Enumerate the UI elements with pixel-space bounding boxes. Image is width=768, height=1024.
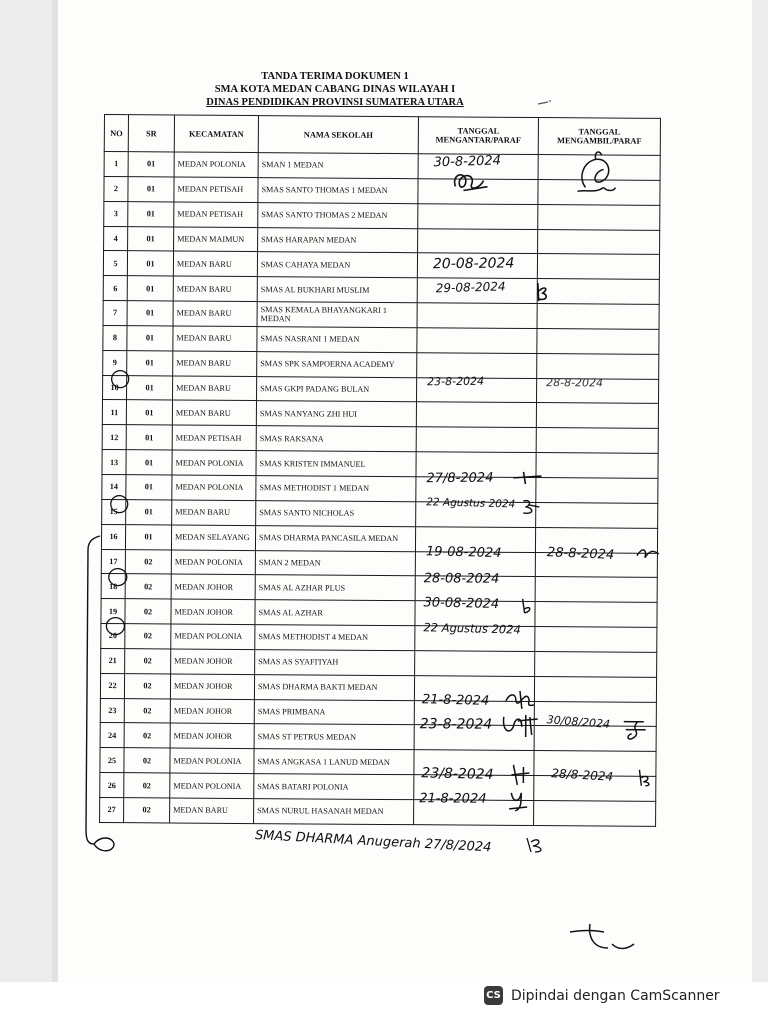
row-sr: 01 bbox=[127, 350, 173, 375]
row-kecamatan: MEDAN SELAYANG bbox=[171, 525, 255, 550]
row-number: 26 bbox=[100, 773, 124, 798]
row-nama-sekolah: SMAS DHARMA PANCASILA MEDAN bbox=[255, 525, 415, 551]
scanner-watermark-text: Dipindai dengan CamScanner bbox=[511, 988, 720, 1004]
row-kecamatan: MEDAN BARU bbox=[173, 326, 257, 351]
handwriting-r10-ambil: 28-8-2024 bbox=[546, 376, 604, 390]
row-number: 19 bbox=[101, 599, 125, 624]
row-nama-sekolah: SMAS RAKSANA bbox=[256, 426, 416, 452]
row-tanggal-mengantar bbox=[416, 402, 536, 428]
table-row bbox=[103, 301, 659, 330]
row-nama-sekolah: SMAS SANTO NICHOLAS bbox=[256, 500, 416, 526]
row-tanggal-mengambil bbox=[537, 279, 659, 305]
row-kecamatan: MEDAN PETISAH bbox=[172, 425, 256, 450]
row-kecamatan: MEDAN JOHOR bbox=[171, 649, 255, 674]
paraf-r1-ambil bbox=[573, 147, 629, 199]
row-nama-sekolah: SMAS DHARMA BAKTI MEDAN bbox=[254, 674, 414, 700]
row-kecamatan: MEDAN BARU bbox=[172, 400, 256, 425]
row-number: 24 bbox=[100, 723, 124, 748]
row-tanggal-mengambil bbox=[536, 502, 658, 528]
row-sr: 01 bbox=[127, 301, 173, 326]
row-number: 10 bbox=[103, 375, 127, 400]
row-tanggal-mengantar bbox=[417, 303, 537, 329]
row-number: 17 bbox=[101, 549, 125, 574]
row-kecamatan: MEDAN JOHOR bbox=[170, 699, 254, 724]
stray-scribble bbox=[568, 920, 638, 954]
handwriting-r19-antar: 30-08-2024 bbox=[423, 595, 500, 613]
row-number: 8 bbox=[103, 325, 127, 350]
row-number: 1 bbox=[104, 152, 128, 177]
row-tanggal-mengantar bbox=[417, 328, 537, 354]
row-kecamatan: MEDAN PETISAH bbox=[174, 177, 258, 202]
circle-mark-row-15 bbox=[109, 494, 129, 514]
row-nama-sekolah: SMAN 1 MEDAN bbox=[258, 153, 418, 179]
row-number: 20 bbox=[101, 624, 125, 649]
row-number: 9 bbox=[103, 350, 127, 375]
handwriting-r5-antar: 20-08-2024 bbox=[432, 255, 515, 273]
paraf-r2-antar bbox=[449, 168, 495, 194]
row-tanggal-mengambil bbox=[538, 229, 660, 255]
row-nama-sekolah: SMAS SANTO THOMAS 1 MEDAN bbox=[258, 177, 418, 203]
row-number: 23 bbox=[100, 698, 124, 723]
row-kecamatan: MEDAN POLONIA bbox=[174, 152, 258, 177]
row-number: 3 bbox=[104, 201, 128, 226]
table-row bbox=[104, 201, 660, 230]
row-sr: 01 bbox=[128, 201, 174, 226]
row-kecamatan: MEDAN BARU bbox=[170, 798, 254, 824]
row-number: 15 bbox=[102, 499, 126, 524]
paraf-r6-antar bbox=[535, 281, 551, 303]
row-tanggal-mengambil bbox=[535, 627, 657, 653]
row-kecamatan: MEDAN BARU bbox=[173, 301, 257, 326]
row-sr: 02 bbox=[124, 698, 170, 723]
title-line-1: TANDA TERIMA DOKUMEN 1 bbox=[261, 71, 409, 82]
row-kecamatan: MEDAN POLONIA bbox=[171, 549, 255, 574]
col-tanggal-mengantar: TANGGAL MENGANTAR/PARAF bbox=[418, 117, 538, 155]
row-number: 5 bbox=[103, 251, 127, 276]
row-number: 27 bbox=[100, 797, 124, 822]
row-kecamatan: MEDAN JOHOR bbox=[171, 599, 255, 624]
table-row bbox=[101, 648, 657, 677]
handwriting-r23-antar: 21-8-2024 bbox=[421, 692, 490, 709]
row-kecamatan: MEDAN BARU bbox=[173, 276, 257, 301]
row-tanggal-mengambil bbox=[537, 304, 659, 330]
row-kecamatan: MEDAN POLONIA bbox=[170, 773, 254, 798]
table-row bbox=[100, 673, 656, 702]
row-nama-sekolah: SMAS METHODIST 1 MEDAN bbox=[256, 476, 416, 502]
margin-bracket-mark bbox=[74, 530, 124, 860]
row-sr: 01 bbox=[127, 326, 173, 351]
row-nama-sekolah: SMAS NASRANI 1 MEDAN bbox=[257, 326, 417, 352]
paraf-r26-ambil bbox=[635, 768, 655, 788]
col-nama-sekolah: NAMA SEKOLAH bbox=[258, 116, 418, 154]
camscanner-logo-icon: CS bbox=[484, 986, 503, 1005]
document-header bbox=[180, 70, 490, 109]
row-kecamatan: MEDAN JOHOR bbox=[170, 723, 254, 748]
row-number: 25 bbox=[100, 748, 124, 773]
row-tanggal-mengambil bbox=[534, 676, 656, 702]
table-row bbox=[101, 624, 657, 653]
paraf-extra-entry bbox=[525, 834, 549, 854]
row-sr: 02 bbox=[125, 624, 171, 649]
row-nama-sekolah: SMAS PRIMBANA bbox=[254, 699, 414, 725]
table-row bbox=[102, 499, 658, 528]
paraf-r24-antar bbox=[500, 713, 540, 739]
handwriting-r20-antar: 22 Agustus 2024 bbox=[423, 620, 522, 637]
row-kecamatan: MEDAN POLONIA bbox=[171, 624, 255, 649]
row-nama-sekolah: SMAS BATARI POLONIA bbox=[254, 774, 414, 800]
row-nama-sekolah: SMAS AL BUKHARI MUSLIM bbox=[257, 277, 417, 303]
row-nama-sekolah: SMAS AL AZHAR PLUS bbox=[255, 575, 415, 601]
table-row bbox=[100, 797, 656, 826]
row-kecamatan: MEDAN BARU bbox=[172, 500, 256, 525]
handwriting-r17-ambil: 28-8-2024 bbox=[546, 545, 615, 563]
table-row bbox=[102, 450, 658, 479]
row-sr: 02 bbox=[125, 574, 171, 599]
row-nama-sekolah: SMAS ANGKASA 1 LANUD MEDAN bbox=[254, 749, 414, 775]
handwriting-r27-antar: 21-8-2024 bbox=[419, 791, 487, 807]
handwriting-r10-antar: 23-8-2024 bbox=[427, 374, 485, 389]
row-sr: 02 bbox=[124, 723, 170, 748]
handwriting-extra-entry: SMAS DHARMA Anugerah 27/8/2024 bbox=[254, 828, 492, 856]
row-sr: 01 bbox=[126, 425, 172, 450]
paraf-r15-antar bbox=[519, 497, 543, 517]
table-row bbox=[103, 350, 659, 379]
row-nama-sekolah: SMAN 2 MEDAN bbox=[255, 550, 415, 576]
row-number: 14 bbox=[102, 474, 126, 499]
row-number: 2 bbox=[104, 176, 128, 201]
page-edge bbox=[52, 0, 58, 1024]
row-nama-sekolah: SMAS GKPI PADANG BULAN bbox=[257, 376, 417, 402]
row-nama-sekolah: SMAS HARAPAN MEDAN bbox=[258, 227, 418, 253]
table-row bbox=[101, 574, 657, 603]
paraf-r27-antar bbox=[507, 789, 529, 813]
stray-mark-top-right bbox=[536, 98, 556, 108]
row-sr: 01 bbox=[126, 450, 172, 475]
handwriting-r26-antar: 23/8-2024 bbox=[421, 765, 494, 783]
paraf-r17-ambil bbox=[635, 544, 661, 564]
row-sr: 01 bbox=[125, 524, 171, 549]
row-sr: 01 bbox=[128, 177, 174, 202]
row-nama-sekolah: SMAS ST PETRUS MEDAN bbox=[254, 724, 414, 750]
row-nama-sekolah: SMAS KEMALA BHAYANGKARI 1 MEDAN bbox=[257, 302, 417, 328]
paraf-r24-ambil bbox=[622, 718, 648, 744]
row-sr: 01 bbox=[127, 251, 173, 276]
table-row bbox=[103, 251, 659, 280]
handwriting-r17-antar: 19-08-2024 bbox=[425, 544, 502, 562]
row-kecamatan: MEDAN POLONIA bbox=[172, 475, 256, 500]
row-sr: 02 bbox=[124, 773, 170, 798]
handwriting-r15-antar: 22 Agustus 2024 bbox=[426, 496, 516, 511]
row-tanggal-mengambil bbox=[537, 328, 659, 354]
row-nama-sekolah: SMAS KRISTEN IMMANUEL bbox=[256, 451, 416, 477]
row-number: 7 bbox=[103, 301, 127, 326]
row-sr: 02 bbox=[124, 673, 170, 698]
title-line-3: DINAS PENDIDIKAN PROVINSI SUMATERA UTARA bbox=[206, 97, 464, 108]
table-row bbox=[104, 226, 660, 255]
row-tanggal-mengambil bbox=[537, 353, 659, 379]
row-tanggal-mengantar bbox=[418, 203, 538, 229]
row-tanggal-mengambil bbox=[537, 254, 659, 280]
row-kecamatan: MEDAN BARU bbox=[173, 351, 257, 376]
paraf-r19-antar bbox=[519, 597, 535, 615]
row-tanggal-mengambil bbox=[538, 204, 660, 230]
row-sr: 01 bbox=[127, 276, 173, 301]
row-number: 21 bbox=[101, 648, 125, 673]
row-number: 6 bbox=[103, 276, 127, 301]
circle-mark-row-10 bbox=[110, 369, 130, 389]
receipt-table-area bbox=[99, 114, 660, 827]
row-sr: 02 bbox=[125, 649, 171, 674]
handwriting-r18-antar: 28-08-2024 bbox=[423, 571, 500, 587]
row-kecamatan: MEDAN JOHOR bbox=[171, 574, 255, 599]
row-number: 16 bbox=[101, 524, 125, 549]
row-tanggal-mengambil bbox=[534, 800, 656, 826]
handwriting-r24-antar: 23-8-2024 bbox=[419, 716, 493, 733]
col-sr: SR bbox=[128, 115, 174, 152]
paraf-r23-antar bbox=[504, 689, 538, 711]
row-sr: 01 bbox=[126, 400, 172, 425]
row-tanggal-mengambil bbox=[535, 651, 657, 677]
col-no: NO bbox=[104, 115, 128, 152]
row-sr: 02 bbox=[124, 748, 170, 773]
row-sr: 01 bbox=[128, 226, 174, 251]
table-row bbox=[101, 599, 657, 628]
table-row bbox=[103, 276, 659, 305]
row-tanggal-mengambil bbox=[536, 453, 658, 479]
row-number: 11 bbox=[102, 400, 126, 425]
paraf-r14-antar bbox=[511, 470, 545, 486]
row-sr: 02 bbox=[124, 798, 170, 823]
row-tanggal-mengambil bbox=[535, 577, 657, 603]
row-tanggal-mengambil bbox=[536, 477, 658, 503]
row-tanggal-mengambil bbox=[535, 602, 657, 628]
row-tanggal-mengambil bbox=[536, 428, 658, 454]
row-sr: 01 bbox=[126, 499, 172, 524]
row-number: 22 bbox=[100, 673, 124, 698]
table-row bbox=[103, 325, 659, 354]
row-tanggal-mengantar bbox=[418, 228, 538, 254]
row-sr: 01 bbox=[128, 152, 174, 177]
handwriting-r6-antar: 29-08-2024 bbox=[435, 279, 506, 296]
row-tanggal-mengantar bbox=[416, 427, 536, 453]
handwriting-r24-ambil: 30/08/2024 bbox=[546, 713, 611, 731]
row-nama-sekolah: SMAS SPK SAMPOERNA ACADEMY bbox=[257, 351, 417, 377]
row-sr: 01 bbox=[126, 475, 172, 500]
row-kecamatan: MEDAN BARU bbox=[173, 251, 257, 276]
handwriting-r1-antar: 30-8-2024 bbox=[433, 153, 502, 171]
row-kecamatan: MEDAN POLONIA bbox=[170, 748, 254, 773]
row-kecamatan: MEDAN BARU bbox=[173, 376, 257, 401]
row-number: 4 bbox=[104, 226, 128, 251]
row-nama-sekolah: SMAS CAHAYA MEDAN bbox=[257, 252, 417, 278]
col-tanggal-mengambil: TANGGAL MENGAMBIL/PARAF bbox=[538, 118, 660, 156]
table-row bbox=[102, 474, 658, 503]
row-nama-sekolah: SMAS NURUL HASANAH MEDAN bbox=[254, 798, 414, 824]
row-number: 13 bbox=[102, 450, 126, 475]
row-kecamatan: MEDAN POLONIA bbox=[172, 450, 256, 475]
row-number: 18 bbox=[101, 574, 125, 599]
row-tanggal-mengambil bbox=[536, 403, 658, 429]
row-nama-sekolah: SMAS NANYANG ZHI HUI bbox=[256, 401, 416, 427]
row-nama-sekolah: SMAS AL AZHAR bbox=[255, 600, 415, 626]
row-kecamatan: MEDAN PETISAH bbox=[174, 202, 258, 227]
handwriting-r14-antar: 27/8-2024 bbox=[426, 470, 494, 487]
row-number: 12 bbox=[102, 425, 126, 450]
table-row bbox=[102, 425, 658, 454]
handwriting-r26-ambil: 28/8-2024 bbox=[550, 766, 614, 784]
col-kecamatan: KECAMATAN bbox=[174, 115, 258, 153]
row-nama-sekolah: SMAS METHODIST 4 MEDAN bbox=[255, 625, 415, 651]
row-kecamatan: MEDAN MAIMUN bbox=[174, 227, 258, 252]
row-tanggal-mengantar bbox=[415, 651, 535, 677]
table-row bbox=[102, 400, 658, 429]
row-sr: 02 bbox=[125, 549, 171, 574]
row-sr: 01 bbox=[127, 375, 173, 400]
row-kecamatan: MEDAN JOHOR bbox=[170, 674, 254, 699]
row-nama-sekolah: SMAS AS SYAFI'IYAH bbox=[255, 649, 415, 675]
title-line-2: SMA KOTA MEDAN CABANG DINAS WILAYAH I bbox=[214, 84, 456, 95]
paraf-r26-antar bbox=[509, 763, 531, 787]
row-sr: 02 bbox=[125, 599, 171, 624]
row-nama-sekolah: SMAS SANTO THOMAS 2 MEDAN bbox=[258, 202, 418, 228]
